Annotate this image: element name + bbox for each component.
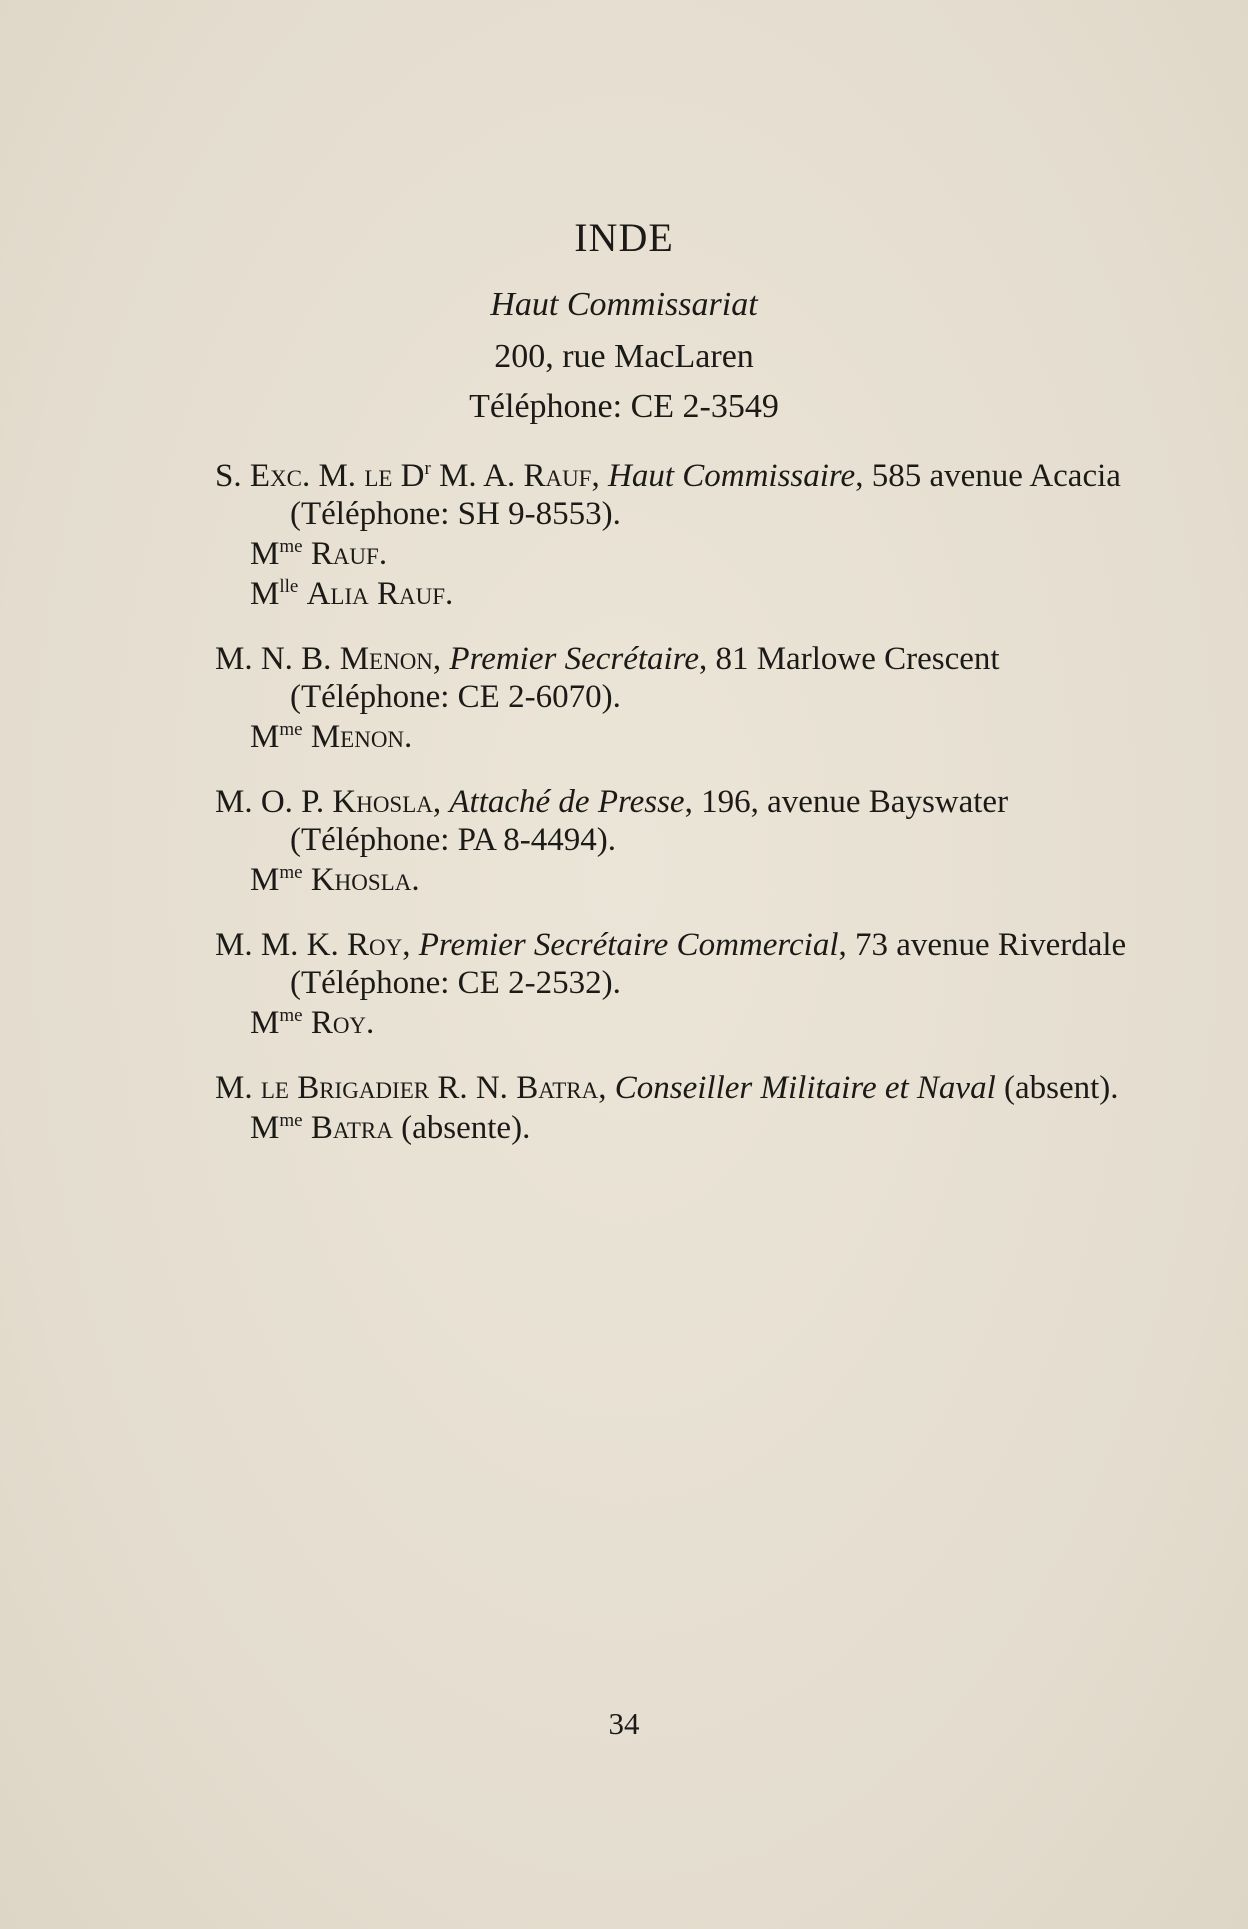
person-details: 196, avenue Bayswater (Téléphone: PA 8-4494). bbox=[290, 784, 1009, 858]
staff-entry-rauf bbox=[215, 457, 1127, 613]
family-prefix: M bbox=[250, 1110, 280, 1146]
entry-lead: M. N. B. bbox=[215, 641, 340, 677]
person-name: Khosla bbox=[332, 784, 433, 820]
person-details: 73 avenue Riverdale (Téléphone: CE 2-2532). bbox=[290, 927, 1127, 1001]
entry-text: M. M. K. Roy, Premier Secrétaire Commercial, 73 avenue Riverdale (Téléphone: CE 2-2532). bbox=[215, 927, 1127, 1001]
entry-text: S. Exc. M. le $D^r$ M. A. Rauf, Haut Commissaire, 585 avenue Acacia (Téléphone: SH 9-8553). bbox=[215, 458, 1121, 532]
person-name: Menon bbox=[339, 641, 433, 677]
family-sup: me bbox=[279, 536, 303, 557]
family-name: Rauf. bbox=[310, 536, 388, 572]
family-name: Alia Rauf. bbox=[306, 576, 454, 612]
entry-lead: M. O. P. bbox=[215, 784, 333, 820]
family-note: (absente). bbox=[401, 1110, 531, 1146]
person-title: Attaché de Presse bbox=[449, 784, 685, 820]
person-title: Conseiller Militaire et Naval bbox=[614, 1070, 996, 1106]
family-prefix: M bbox=[250, 576, 280, 612]
family-name: Roy. bbox=[310, 1005, 375, 1041]
family-prefix: M bbox=[250, 862, 280, 898]
family-name: Batra bbox=[310, 1110, 393, 1146]
family-member bbox=[215, 1004, 1127, 1042]
entry-text: M. N. B. Menon, Premier Secrétaire, 81 Marlowe Crescent (Téléphone: CE 2-6070). bbox=[215, 641, 1000, 715]
initials: R. N. bbox=[429, 1070, 517, 1106]
family-member bbox=[215, 718, 1127, 756]
mission-address: 200, rue MacLaren bbox=[494, 338, 754, 375]
mission-phone: Téléphone: CE 2-3549 bbox=[469, 388, 779, 425]
particle: le bbox=[364, 458, 393, 494]
family-prefix: M bbox=[250, 536, 280, 572]
family-sup: lle bbox=[279, 576, 299, 597]
family-sup: me bbox=[279, 1110, 303, 1131]
person-name: Roy bbox=[347, 927, 403, 963]
initials: M. A. bbox=[430, 458, 524, 494]
person-details: 585 avenue Acacia (Téléphone: SH 9-8553). bbox=[290, 458, 1121, 532]
entry-lead: M. M. K. bbox=[215, 927, 348, 963]
mission-name: Haut Commissariat bbox=[490, 286, 758, 323]
family-name: Khosla. bbox=[310, 862, 420, 898]
family-prefix: M bbox=[250, 1005, 280, 1041]
person-title: Premier Secrétaire bbox=[449, 641, 699, 677]
person-name: Rauf bbox=[523, 458, 592, 494]
rank: le Brigadier bbox=[260, 1070, 430, 1106]
person-title: Premier Secrétaire Commercial bbox=[418, 927, 839, 963]
person-details: (absent). bbox=[1004, 1070, 1119, 1106]
family-sup: me bbox=[279, 719, 303, 740]
entry-text: M. O. P. Khosla, Attaché de Presse, 196, avenue Bayswater (Téléphone: PA 8-4494). bbox=[215, 784, 1009, 858]
family-member bbox=[215, 1109, 1127, 1147]
staff-entry-batra bbox=[215, 1069, 1127, 1147]
entry-text: M. le Brigadier R. N. Batra, Conseiller Militaire et Naval (absent). bbox=[215, 1070, 1119, 1106]
family-prefix: M bbox=[250, 719, 280, 755]
family-sup: me bbox=[279, 862, 303, 883]
staff-entry-roy bbox=[215, 926, 1127, 1042]
entry-lead: S. bbox=[215, 458, 250, 494]
family-member bbox=[215, 575, 1127, 613]
doctor-prefix: D bbox=[392, 458, 425, 494]
family-member bbox=[215, 861, 1127, 899]
family-member bbox=[215, 535, 1127, 573]
staff-entry-khosla bbox=[215, 783, 1127, 899]
entry-lead: M. bbox=[215, 1070, 261, 1106]
honorific: Exc. M. bbox=[249, 458, 365, 494]
page-title: INDE bbox=[574, 215, 674, 260]
person-title: Haut Commissaire bbox=[607, 458, 856, 494]
person-name: Batra bbox=[516, 1070, 599, 1106]
staff-entry-menon bbox=[215, 640, 1127, 756]
page-number: 34 bbox=[608, 1706, 640, 1741]
family-sup: me bbox=[279, 1005, 303, 1026]
person-details: 81 Marlowe Crescent (Téléphone: CE 2-6070). bbox=[290, 641, 1000, 715]
doctor-sup: r bbox=[424, 458, 431, 479]
family-name: Menon. bbox=[310, 719, 413, 755]
